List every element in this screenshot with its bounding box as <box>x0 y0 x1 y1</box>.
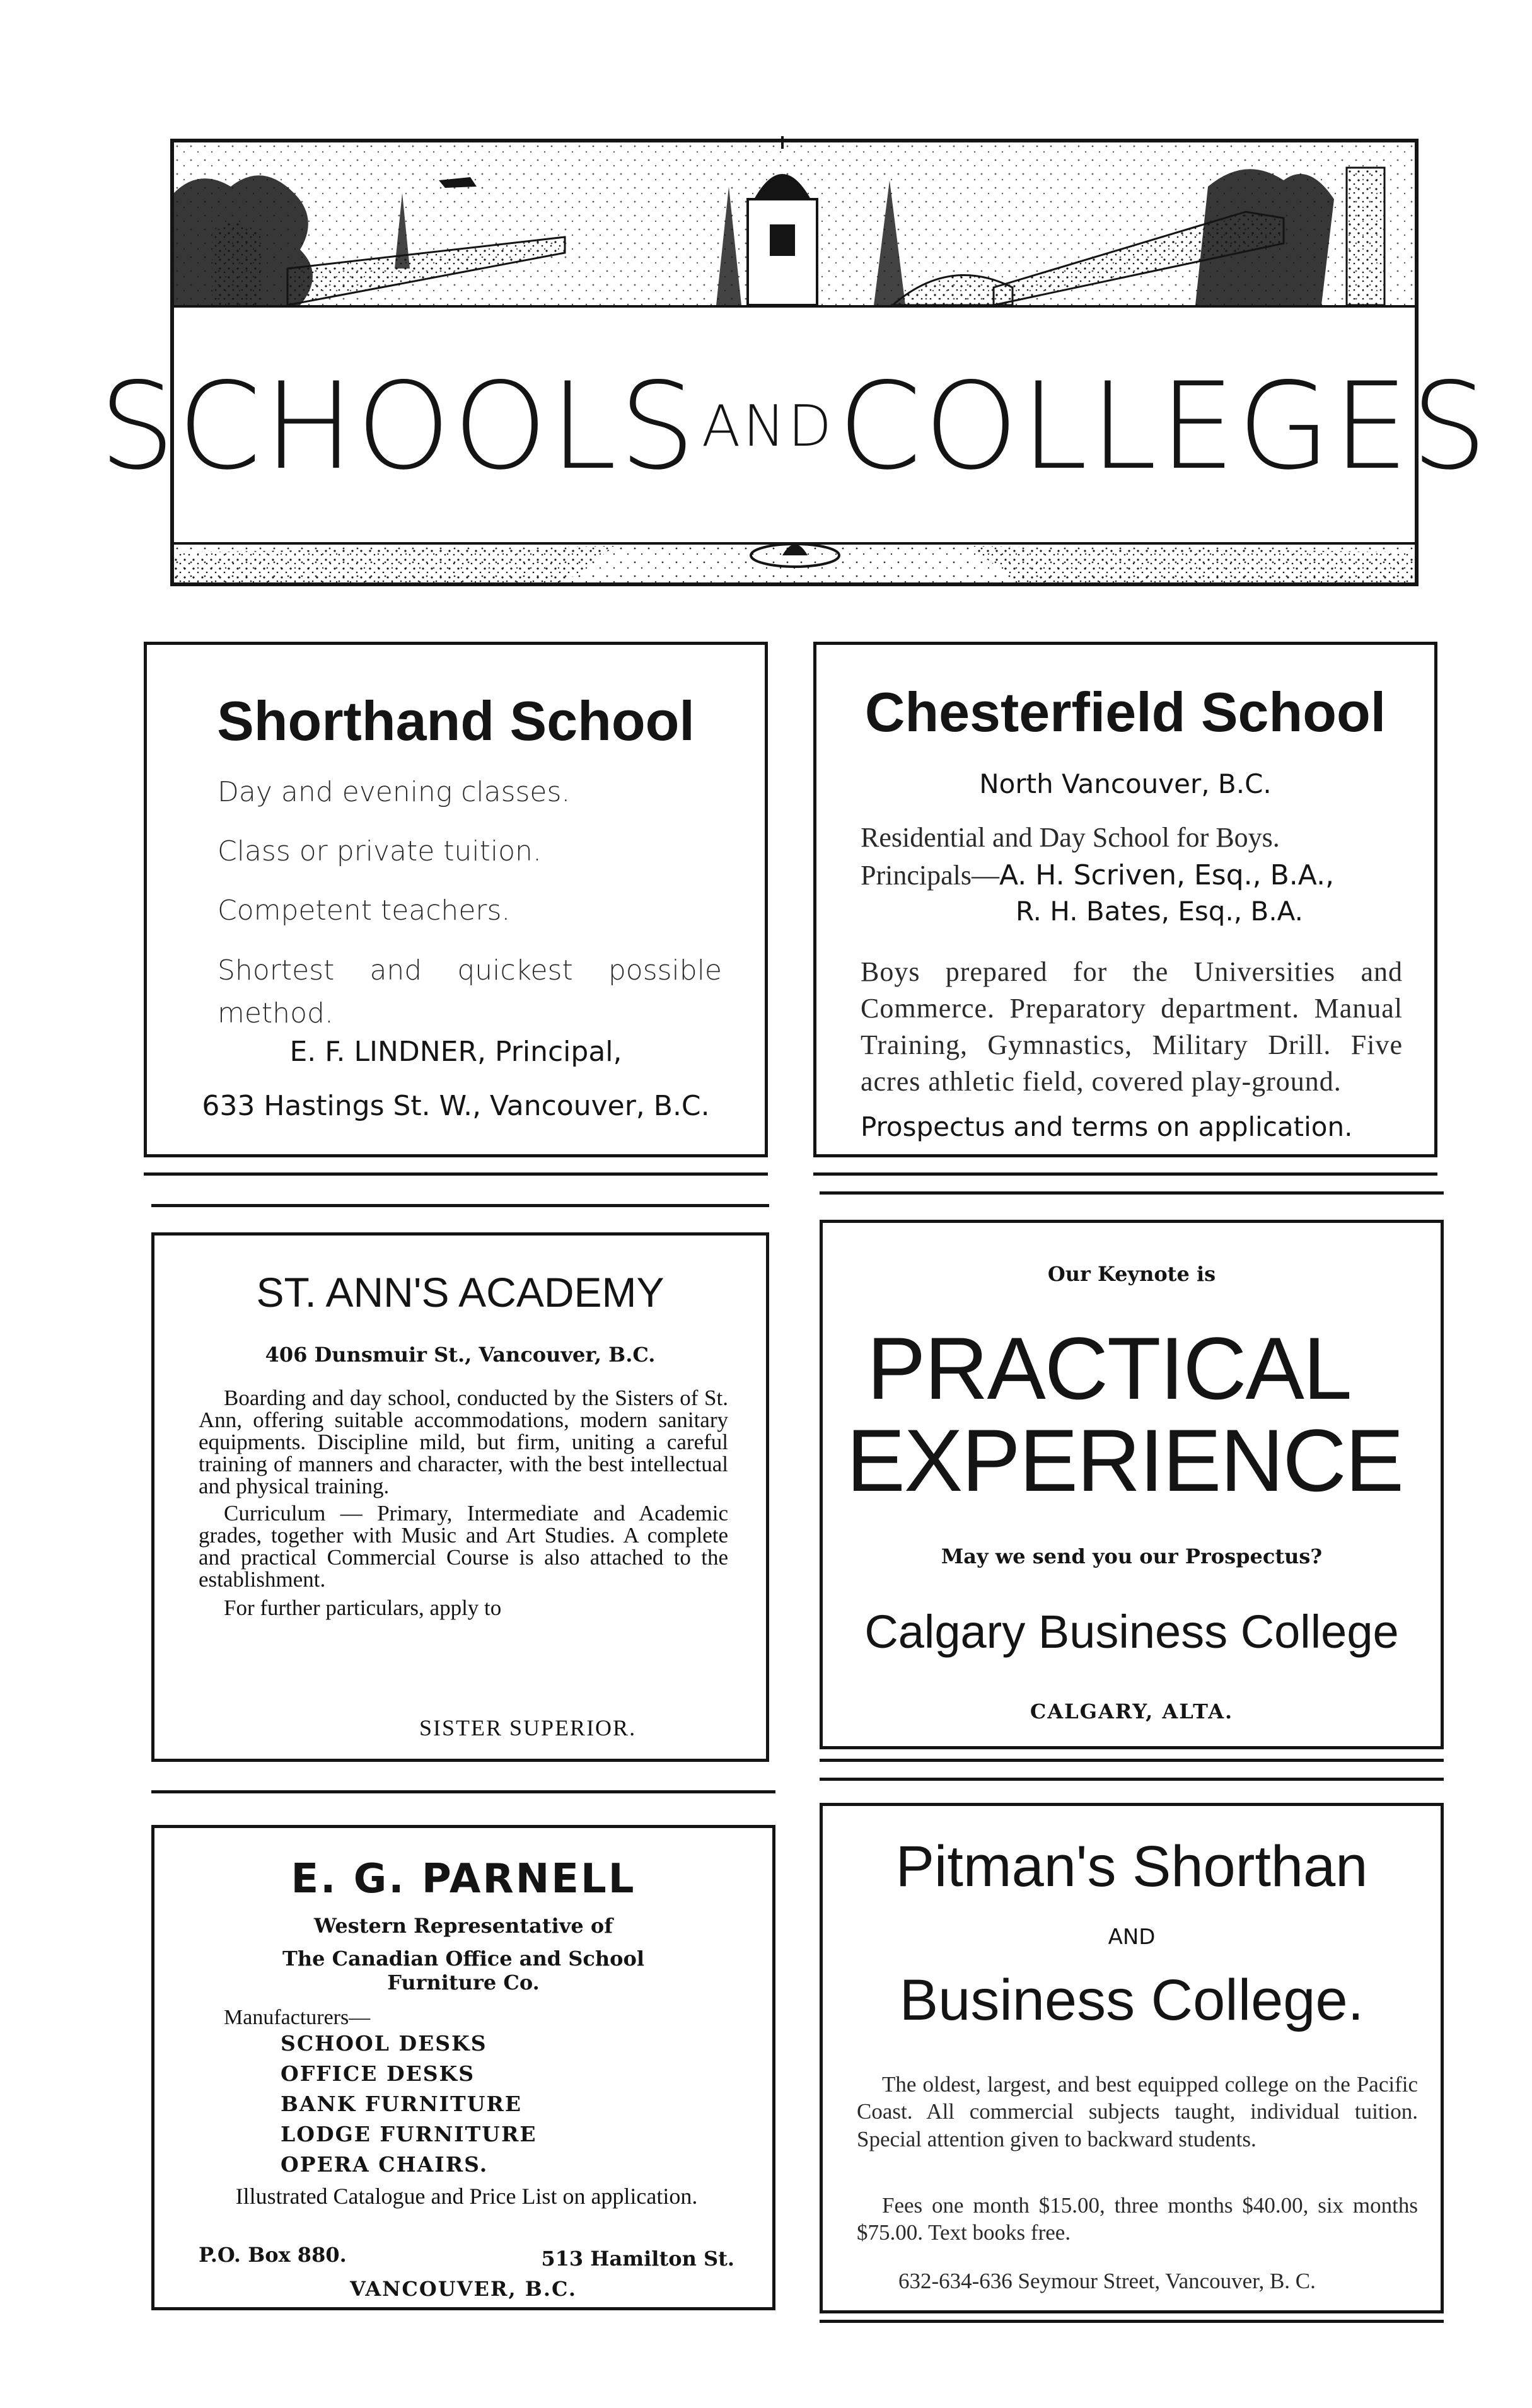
ad-chesterfield-school <box>813 642 1437 1157</box>
shorthand-address: 633 Hastings St. W., Vancouver, B.C. <box>202 1090 710 1122</box>
ad-shorthand-school <box>144 642 768 1157</box>
calgary-college: Calgary Business College <box>864 1606 1399 1658</box>
chesterfield-prospectus: Prospectus and terms on application. <box>861 1111 1353 1142</box>
parnell-items-list <box>281 2031 537 2182</box>
pitman-and: AND <box>1108 1925 1156 1950</box>
pitman-title: Pitman's Shorthan <box>895 1834 1368 1899</box>
banner-title <box>99 308 1490 545</box>
calgary-practical: PRACTICAL <box>867 1319 1351 1418</box>
shorthand-line2: Class or private tuition. <box>218 835 542 868</box>
rule-above-calgary <box>820 1191 1444 1195</box>
st-ann-sign: SISTER SUPERIOR. <box>419 1715 637 1740</box>
rule-under-chesterfield <box>813 1172 1437 1176</box>
ad-pitmans-business-college <box>820 1803 1444 2313</box>
rule-above-st-ann <box>151 1204 769 1207</box>
parnell-company1: The Canadian Office and School <box>282 1947 644 1971</box>
parnell-item: LODGE FURNITURE <box>281 2122 537 2146</box>
chesterfield-principal1: A. H. Scriven, Esq., B.A., <box>999 859 1335 891</box>
parnell-box: P.O. Box 880. <box>199 2243 347 2267</box>
ad-calgary-business-college <box>820 1220 1444 1749</box>
st-ann-address: 406 Dunsmuir St., Vancouver, B.C. <box>265 1343 656 1367</box>
parnell-catalogue: Illustrated Catalogue and Price List on application. <box>235 2184 698 2209</box>
rule-under-calgary <box>820 1759 1444 1762</box>
st-ann-title: ST. ANN'S ACADEMY <box>256 1269 664 1316</box>
parnell-title: E. G. PARNELL <box>291 1856 636 1902</box>
ad-st-anns-academy <box>151 1232 769 1762</box>
parnell-company2: Furniture Co. <box>387 1971 540 1994</box>
st-ann-body3: For further particulars, apply to <box>224 1595 502 1620</box>
shorthand-title: Shorthand School <box>217 690 695 752</box>
parnell-item: OFFICE DESKS <box>281 2061 475 2086</box>
parnell-rep: Western Representative of <box>314 1914 613 1938</box>
chesterfield-principal2: R. H. Bates, Esq., B.A. <box>1016 896 1304 927</box>
chesterfield-title: Chesterfield School <box>864 681 1386 743</box>
banner-word-schools: SCHOOLS <box>99 356 698 496</box>
rule-under-shorthand <box>144 1172 768 1176</box>
parnell-mfr: Manufacturers— <box>224 2006 371 2029</box>
rule-under-pitman <box>820 2320 1444 2323</box>
parnell-city: VANCOUVER, B.C. <box>350 2277 577 2301</box>
chesterfield-residential: Residential and Day School for Boys. <box>861 822 1280 853</box>
chesterfield-location: North Vancouver, B.C. <box>979 768 1272 799</box>
banner-word-and: AND <box>701 393 835 460</box>
ad-eg-parnell <box>151 1825 775 2310</box>
rule-above-pitman <box>820 1778 1444 1781</box>
shorthand-line4: Shortest and quickest possible method. <box>218 954 722 1029</box>
shorthand-line3: Competent teachers. <box>218 894 511 927</box>
calgary-location: CALGARY, ALTA. <box>1030 1699 1234 1723</box>
shorthand-line1: Day and evening classes. <box>218 776 571 808</box>
rule-above-parnell <box>151 1790 775 1793</box>
chesterfield-body: Boys prepared for the Universities and Commerce. Preparatory department. Manual Training, Gymnastics, Military Drill. Five acres athletic field, covered play-ground. <box>861 956 1403 1097</box>
pitman-fees: Fees one month $15.00, three months $40.00, six months $75.00. Text books free. <box>857 2193 1418 2245</box>
st-ann-body1: Boarding and day school, conducted by the Sisters of St. Ann, offering suitable accommodations, modern sanitary equipments. Discipline mild, but firm, uniting a careful training of manners and character, with the best intellectual and physical training. <box>199 1386 728 1498</box>
st-ann-body2: Curriculum — Primary, Intermediate and Academic grades, together with Music and Art Studies. A complete and practical Commercial Course is also attached to the establishment. <box>199 1501 728 1592</box>
parnell-item: BANK FURNITURE <box>281 2092 522 2116</box>
banner-word-colleges: COLLEGES <box>838 356 1490 496</box>
parnell-item: SCHOOL DESKS <box>281 2031 487 2056</box>
chesterfield-principals-label: Principals— <box>861 860 999 891</box>
calgary-prospectus: May we send you our Prospectus? <box>941 1544 1323 1568</box>
calgary-experience: EXPERIENCE <box>846 1411 1403 1510</box>
pitman-body: The oldest, largest, and best equipped college on the Pacific Coast. All commercial subjects taught, individual tuition. Special attention given to backward students. <box>857 2072 1418 2151</box>
parnell-item: OPERA CHAIRS. <box>281 2152 489 2177</box>
shorthand-principal: E. F. LINDNER, Principal, <box>289 1036 622 1068</box>
pitman-college: Business College. <box>899 1968 1364 2032</box>
header-banner <box>99 139 1490 586</box>
calgary-keynote: Our Keynote is <box>1047 1262 1216 1286</box>
pitman-address: 632-634-636 Seymour Street, Vancouver, B. C. <box>898 2269 1316 2293</box>
parnell-street: 513 Hamilton St. <box>541 2247 734 2271</box>
